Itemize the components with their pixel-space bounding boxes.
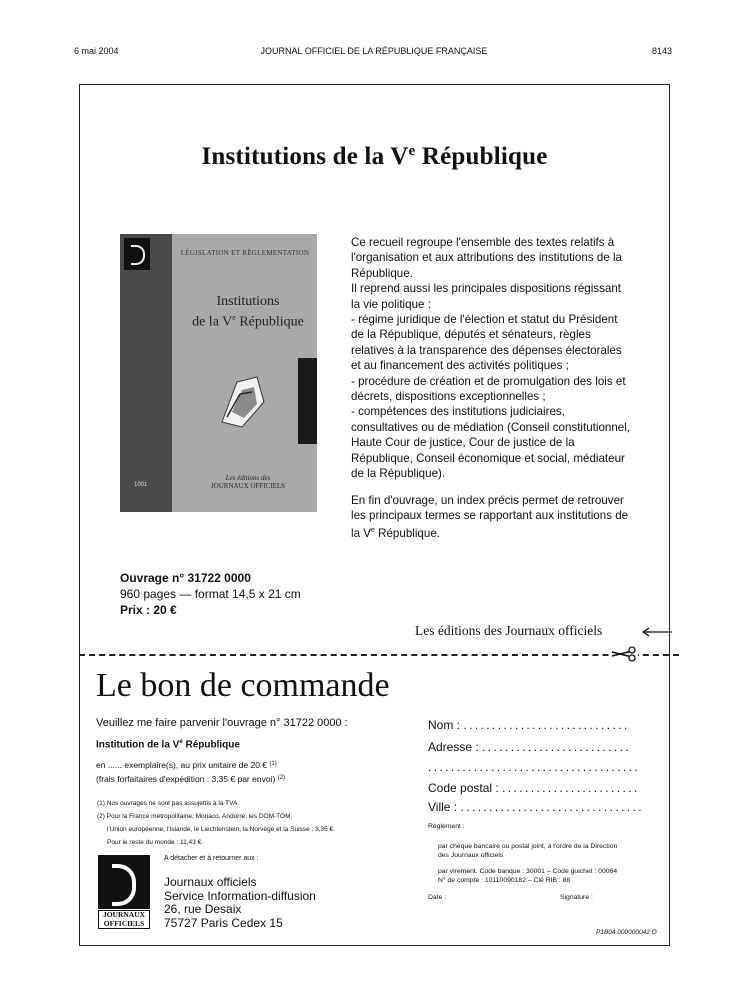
page-number: 8143 (651, 46, 672, 56)
cut-line (79, 654, 679, 656)
ville-field[interactable]: Ville : ................................ (428, 800, 644, 814)
book-spine (120, 234, 172, 512)
price: Prix : 20 € (120, 603, 177, 617)
reglement-label: Règlement : (428, 823, 465, 830)
payment-virement[interactable]: par virement. Code banque : 30001 – Code guichet : 00064 N° de compte : 10110090182 – Clé RIB : 88 (438, 868, 618, 884)
shipping-fee: (frais forfaitaires d'expédition : 3,35 € par envoi) $^{(2)}$ (96, 774, 285, 785)
ouvrage-number: Ouvrage n° 31722 0000 (120, 571, 251, 585)
document-code: P1B04 000000042 O (596, 929, 657, 936)
journaux-officiels-logo: JOURNAUX OFFICIELS (98, 855, 150, 929)
book-cover-image (120, 234, 317, 512)
order-request: Veuillez me faire parvenir l'ouvrage n° 31722 0000 : (96, 717, 348, 729)
page-format: 960 pages — format 14,5 x 21 cm (120, 587, 301, 601)
cover-title: Institutions de la Ve République (192, 294, 304, 330)
cover-series: LÉGISLATION ET RÉGLEMENTATION (180, 249, 310, 257)
arrow-left-icon (640, 626, 680, 638)
book-description (351, 235, 633, 542)
ad-title: Institutions de la Ve République (201, 143, 548, 170)
footnotes (97, 799, 427, 847)
publisher-name: Les éditions des Journaux officiels (415, 623, 603, 638)
order-details (96, 717, 416, 786)
return-address: Journaux officiels Service Information-diffusion 26, rue Desaix 75727 Paris Cedex 15 (164, 875, 316, 930)
desc-paragraph-2: Il reprend aussi les principales dispositions régissant la vie politique : - régime juridique de l'élection et statut du Président de la République, députés et sénateurs, règles relatives à la transparence des dépenses électorales et au financement des activités politiques ; - procédure de création et de promulgation des lois et décrets, dispositions exceptionnelles ; - compétences des institutions judiciaires, consultatives ou de médiation (Conseil constitutionnel, Haute Cour de justice, Cour de justice de la République, Conseil économique et social, médiateur de la République). (351, 282, 631, 481)
page-date: 6 mai 2004 (74, 46, 119, 56)
nom-field[interactable]: Nom : ............................. (428, 718, 630, 732)
order-quantity[interactable]: en ...... exemplaire(s), au prix unitaire de 20 € $^{(1)}$ (96, 760, 277, 771)
desc-paragraph-1: Ce recueil regroupe l'ensemble des textes relatifs à l'organisation et aux attributions des institutions de la République. (351, 236, 622, 280)
footnote-2: (2) Pour la France métropolitaine, Monaco, Andorre, les DOM-TOM, l'Union européenne, l'Islande, le Liechtenstein, la Norvège et la Suisse : 3,35 €. Pour le reste du monde : 11,43 €. (97, 813, 335, 846)
order-book-title: Institution de la Ve République (96, 739, 240, 751)
scissors-icon (610, 645, 638, 663)
payment-cheque[interactable]: par chèque bancaire ou postal joint, à l'ordre de la Direction des Journaux officiels (438, 843, 618, 859)
cover-publisher: Les éditions des JOURNAUX OFFICIELS (210, 474, 286, 490)
footnote-1: (1) Nos ouvrages ne sont pas assujettis à la TVA. (97, 800, 240, 807)
cover-dark-panel (298, 358, 317, 444)
book-info (120, 570, 301, 618)
jo-logo-icon (98, 855, 150, 909)
adresse-field[interactable]: Adresse : .......................... (428, 740, 632, 754)
adresse-line-2-field[interactable]: ..................................... (428, 760, 641, 774)
order-form-title: Le bon de commande (96, 667, 390, 704)
cover-artwork-icon (212, 372, 272, 432)
jo-cover-logo-icon (124, 238, 150, 270)
desc-paragraph-3: En fin d'ouvrage, un index précis permet de retrouver les principaux termes se rapportant aux institutions de la Ve République. (351, 493, 629, 541)
journal-title: JOURNAL OFFICIEL DE LA RÉPUBLIQUE FRANÇAISE (260, 46, 488, 56)
signature-field[interactable]: Signature : (560, 894, 593, 901)
spine-number: 1001 (134, 482, 148, 488)
code-postal-field[interactable]: Code postal : ........................ (428, 781, 640, 795)
date-field[interactable]: Date : (428, 894, 447, 901)
detach-instruction: A détacher et à retourner aux : (164, 855, 259, 862)
